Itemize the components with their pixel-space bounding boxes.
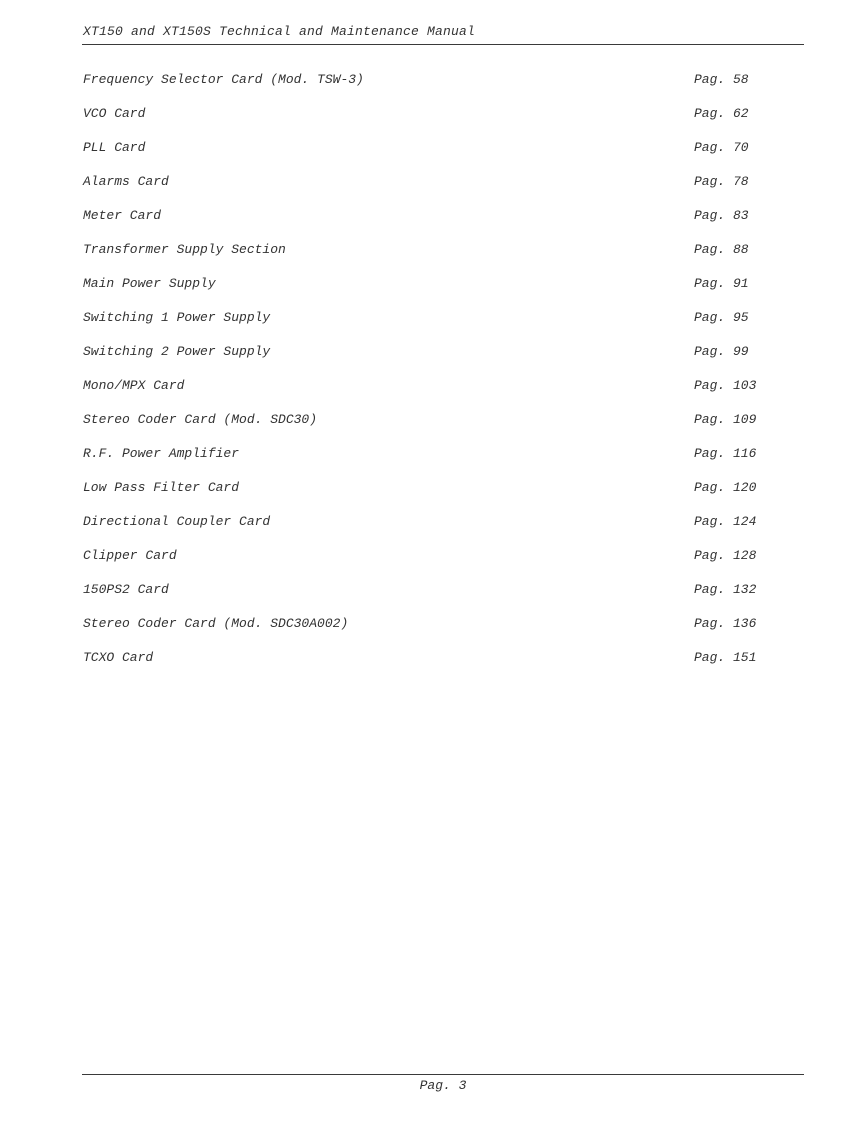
toc-entry-page: Pag. 58 — [694, 72, 749, 87]
toc-entry-page: Pag. 132 — [694, 582, 757, 597]
toc-entry — [83, 378, 783, 412]
toc-entry-title: Clipper Card — [83, 548, 177, 563]
document-header-title: XT150 and XT150S Technical and Maintenance Manual — [83, 24, 476, 39]
toc-entry-title: Stereo Coder Card (Mod. SDC30) — [83, 412, 318, 427]
toc-entry-page: Pag. 88 — [694, 242, 749, 257]
toc-entry-page: Pag. 83 — [694, 208, 749, 223]
toc-entry-title: Directional Coupler Card — [83, 514, 271, 529]
toc-entry — [83, 650, 783, 684]
toc-entry-title: VCO Card — [83, 106, 146, 121]
toc-entry-page: Pag. 62 — [694, 106, 749, 121]
toc-entry — [83, 446, 783, 480]
toc-entry — [83, 616, 783, 650]
toc-entry-title: 150PS2 Card — [83, 582, 169, 597]
toc-entry — [83, 276, 783, 310]
toc-entry-page: Pag. 120 — [694, 480, 757, 495]
toc-entry-title: Switching 2 Power Supply — [83, 344, 271, 359]
toc-entry — [83, 174, 783, 208]
toc-entry — [83, 208, 783, 242]
toc-entry-title: Low Pass Filter Card — [83, 480, 240, 495]
toc-entry — [83, 412, 783, 446]
toc-entry-page: Pag. 70 — [694, 140, 749, 155]
toc-entry-page: Pag. 151 — [694, 650, 757, 665]
toc-entry — [83, 582, 783, 616]
toc-entry-title: Mono/MPX Card — [83, 378, 185, 393]
toc-entry-title: PLL Card — [83, 140, 146, 155]
header-divider — [82, 44, 804, 45]
toc-entry — [83, 514, 783, 548]
toc-entry-title: R.F. Power Amplifier — [83, 446, 240, 461]
toc-entry — [83, 310, 783, 344]
toc-entry-title: Meter Card — [83, 208, 162, 223]
toc-entry — [83, 242, 783, 276]
toc-entry-page: Pag. 116 — [694, 446, 757, 461]
toc-entry-page: Pag. 78 — [694, 174, 749, 189]
toc-entry-page: Pag. 103 — [694, 378, 757, 393]
toc-entry-title: Transformer Supply Section — [83, 242, 286, 257]
toc-entry-page: Pag. 136 — [694, 616, 757, 631]
toc-entry-page: Pag. 95 — [694, 310, 749, 325]
footer-divider — [82, 1074, 804, 1075]
toc-entry — [83, 344, 783, 378]
toc-entry — [83, 480, 783, 514]
toc-entry-page: Pag. 109 — [694, 412, 757, 427]
toc-entry-title: Stereo Coder Card (Mod. SDC30A002) — [83, 616, 349, 631]
toc-entry-page: Pag. 99 — [694, 344, 749, 359]
toc-entry-title: Main Power Supply — [83, 276, 216, 291]
toc-entry-page: Pag. 91 — [694, 276, 749, 291]
toc-entry — [83, 548, 783, 582]
footer-page-number: Pag. 3 — [419, 1078, 467, 1093]
toc-entry-title: Alarms Card — [83, 174, 169, 189]
toc-entry-title: TCXO Card — [83, 650, 154, 665]
toc-entry-page: Pag. 124 — [694, 514, 757, 529]
toc-entry-page: Pag. 128 — [694, 548, 757, 563]
table-of-contents — [83, 72, 783, 684]
toc-entry-title: Frequency Selector Card (Mod. TSW-3) — [83, 72, 364, 87]
toc-entry — [83, 106, 783, 140]
toc-entry — [83, 72, 783, 106]
toc-entry — [83, 140, 783, 174]
toc-entry-title: Switching 1 Power Supply — [83, 310, 271, 325]
